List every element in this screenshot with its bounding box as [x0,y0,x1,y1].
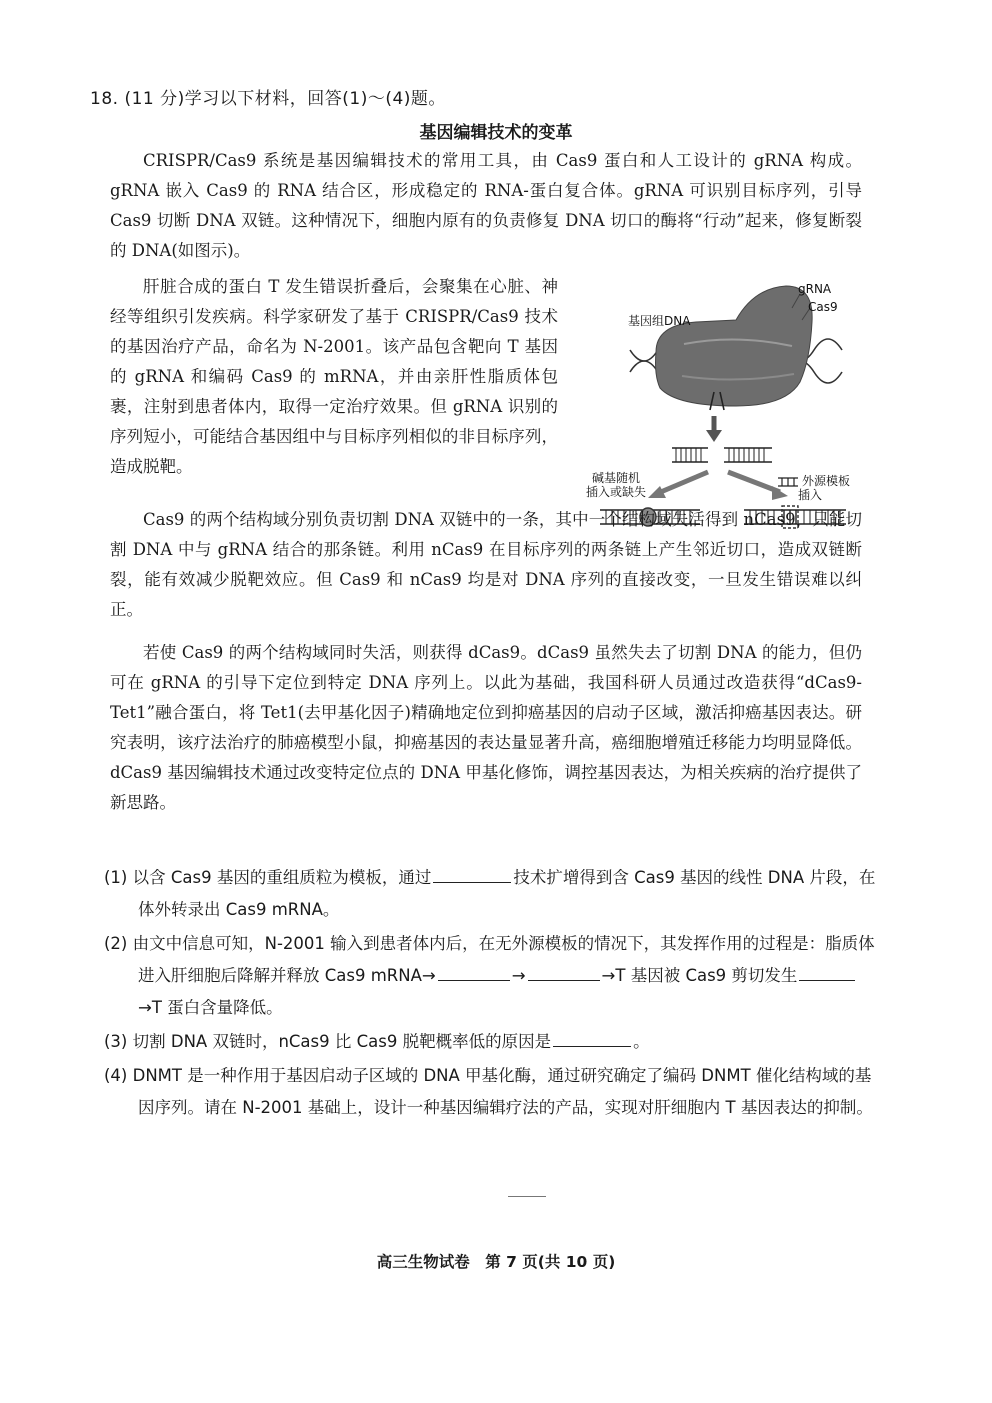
figure-label-template-1: 外源模板 [802,474,851,488]
figure-label-cas9: Cas9 [808,300,838,314]
question-1-text-b: 技术扩增得到含 Cas9 基因的线性 DNA 片段，在体外转录出 Cas9 mRNA。 [138,868,876,919]
question-2-arrow: → [511,966,526,985]
passage-paragraph-4: 若使 Cas9 的两个结构域同时失活，则获得 dCas9。dCas9 虽然失去了切割 DNA 的能力，但仍可在 gRNA 的引导下定位到特定 DNA 序列上。以此为基础，我国科研人员通过改造获得“dCas9-Tet1”融合蛋白，将 Tet1(去甲基化因子)精确地定位到抑癌基因的启动子区域，激活抑癌基因表达。研究表明，该疗法治疗的肺癌模型小鼠，抑癌基因的表达量显著升高，癌细胞增殖迁移能力均明显降低。dCas9 基因编辑技术通过改变特定位点的 DNA 甲基化修饰，调控基因表达，为相关疾病的治疗提供了新思路。 [110,643,862,812]
passage-paragraph-3: Cas9 的两个结构域分别负责切割 DNA 双链中的一条，其中一个结构域失活得到 nCas9，只能切割 DNA 中与 gRNA 结合的那条链。利用 nCas9 在目标序列的两条链上产生邻近切口，造成双链断裂，能有效减少脱靶效应。但 Cas9 和 nCas9 均是对 DNA 序列的直接改变，一旦发生错误难以纠正。 [110,510,862,619]
question-3 [104,1026,880,1058]
answer-blank-1[interactable] [433,864,511,883]
question-1 [104,862,880,926]
question-2-text-c: →T 蛋白含量降低。 [138,998,283,1017]
answer-blank-3[interactable] [553,1028,631,1047]
footer-divider [508,1196,546,1197]
question-3-end: 。 [633,1032,650,1051]
crispr-cas9-figure [586,280,876,538]
question-2-text-a: (2) 由文中信息可知，N-2001 输入到患者体内后，在无外源模板的情况下，其发挥作用的过程是：脂质体进入肝细胞后降解并释放 Cas9 mRNA→ [104,934,875,985]
passage-title: 基因编辑技术的变革 [419,123,573,143]
figure-label-random-1: 碱基随机 [592,471,641,485]
answer-blank-2a[interactable] [438,962,510,981]
question-2 [104,928,880,1024]
question-1-text-a: (1) 以含 Cas9 基因的重组质粒为模板，通过 [104,868,432,887]
question-2-text-b: →T 基因被 Cas9 剪切发生 [601,966,798,985]
question-4: (4) DNMT 是一种作用于基因启动子区域的 DNA 甲基化酶，通过研究确定了编码 DNMT 催化结构域的基因序列。请在 N-2001 基础上，设计一种基因编辑疗法的产品，实现对肝细胞内 T 基因表达的抑制。 [104,1066,873,1117]
figure-label-random-2: 插入或缺失 [586,485,647,499]
broken-dna [672,448,772,462]
passage-paragraph-2: 肝脏合成的蛋白 T 发生错误折叠后，会聚集在心脏、神经等组织引发疾病。科学家研发了基于 CRISPR/Cas9 技术的基因治疗产品，命名为 N-2001。该产品包含靶向 T 基因的 gRNA 和编码 Cas9 的 mRNA，并由亲肝性脂质体包裹，注射到患者体内，取得一定治疗效果。但 gRNA 识别的序列短小，可能结合基因组中与目标序列相似的非目标序列，造成脱靶。 [110,277,558,476]
question-header: 18. (11 分)学习以下材料，回答(1)～(4)题。 [90,89,446,109]
figure-label-grna: gRNA [798,282,832,296]
figure-label-genomic-dna: 基因组DNA [628,314,691,328]
question-3-text: (3) 切割 DNA 双链时，nCas9 比 Cas9 脱靶概率低的原因是 [104,1032,552,1051]
figure-label-template-2: 插入 [798,488,823,502]
answer-blank-2c[interactable] [799,962,855,981]
page-footer: 高三生物试卷 第 7 页(共 10 页) [376,1253,616,1271]
passage-paragraph-1: CRISPR/Cas9 系统是基因编辑技术的常用工具，由 Cas9 蛋白和人工设计的 gRNA 构成。gRNA 嵌入 Cas9 的 RNA 结合区，形成稳定的 RNA-蛋白复合体。gRNA 可识别目标序列，引导 Cas9 切断 DNA 双链。这种情况下，细胞内原有的负责修复 DNA 切口的酶将“行动”起来，修复断裂的 DNA(如图示)。 [110,151,862,260]
answer-blank-2b[interactable] [528,962,600,981]
question-list [104,862,880,1126]
